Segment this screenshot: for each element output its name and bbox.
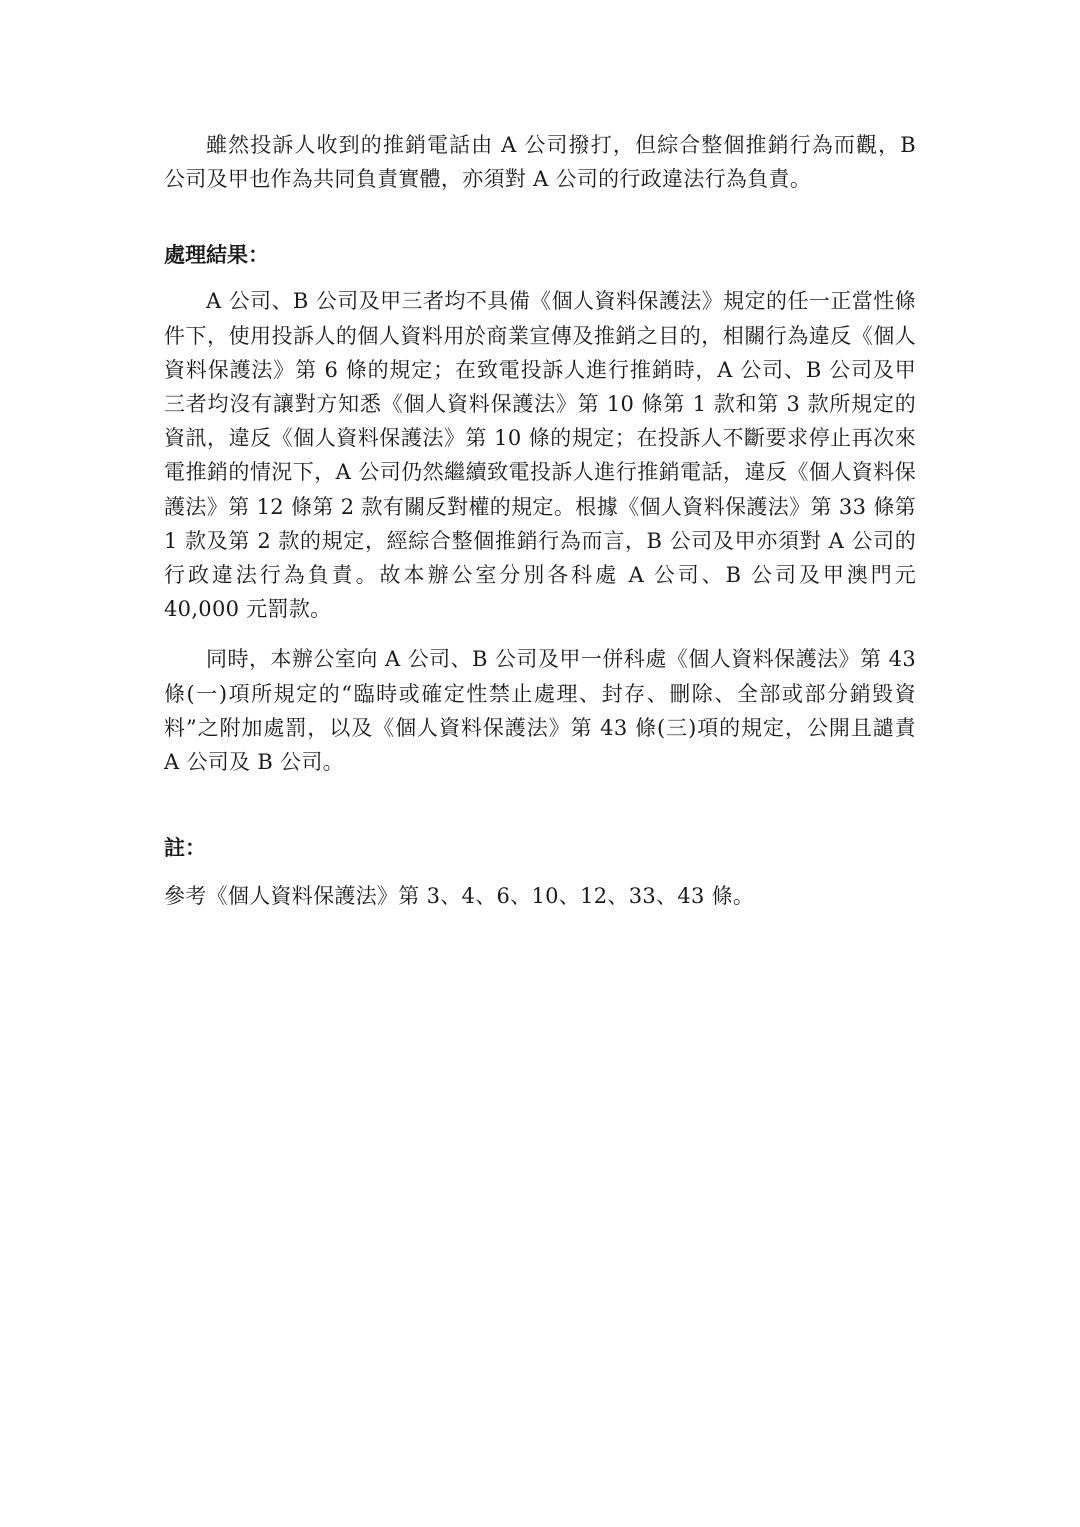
heading-note: 註： [164, 836, 206, 861]
heading-result: 處理結果： [164, 243, 269, 268]
paragraph-joint-responsibility: 雖然投訴人收到的推銷電話由 A 公司撥打，但綜合整個推銷行為而觀，B 公司及甲也作為共同負責實體，亦須對 A 公司的行政違法行為負責。 [164, 133, 916, 192]
paragraph-references: 參考《個人資料保護法》第 3、4、6、10、12、33、43 條。 [164, 884, 755, 909]
document-page [164, 128, 916, 913]
paragraph-additional-penalties: 同時，本辦公室向 A 公司、B 公司及甲一併科處《個人資料保護法》第 43 條(一)項所規定的“臨時或確定性禁止處理、封存、刪除、全部或部分銷毀資料”之附加處罰，以及《個人資料保護法》第 43 條(三)項的規定，公開且譴責 A 公司及 B 公司。 [164, 647, 916, 775]
paragraph-violations-and-fines: A 公司、B 公司及甲三者均不具備《個人資料保護法》規定的任一正當性條件下，使用投訴人的個人資料用於商業宣傳及推銷之目的，相關行為違反《個人資料保護法》第 6 條的規定；在致電投訴人進行推銷時，A 公司、B 公司及甲三者均沒有讓對方知悉《個人資料保護法》第 10 條第 1 款和第 3 款所規定的資訊，違反《個人資料保護法》第 10 條的規定；在投訴人不斷要求停止再次來電推銷的情況下，A 公司仍然繼續致電投訴人進行推銷電話，違反《個人資料保護法》第 12 條第 2 款有關反對權的規定。根據《個人資料保護法》第 33 條第 1 款及第 2 款的規定，經綜合整個推銷行為而言，B 公司及甲亦須對 A 公司的行政違法行為負責。故本辦公室分別各科處 A 公司、B 公司及甲澳門元 40,000 元罰款。 [164, 289, 916, 622]
